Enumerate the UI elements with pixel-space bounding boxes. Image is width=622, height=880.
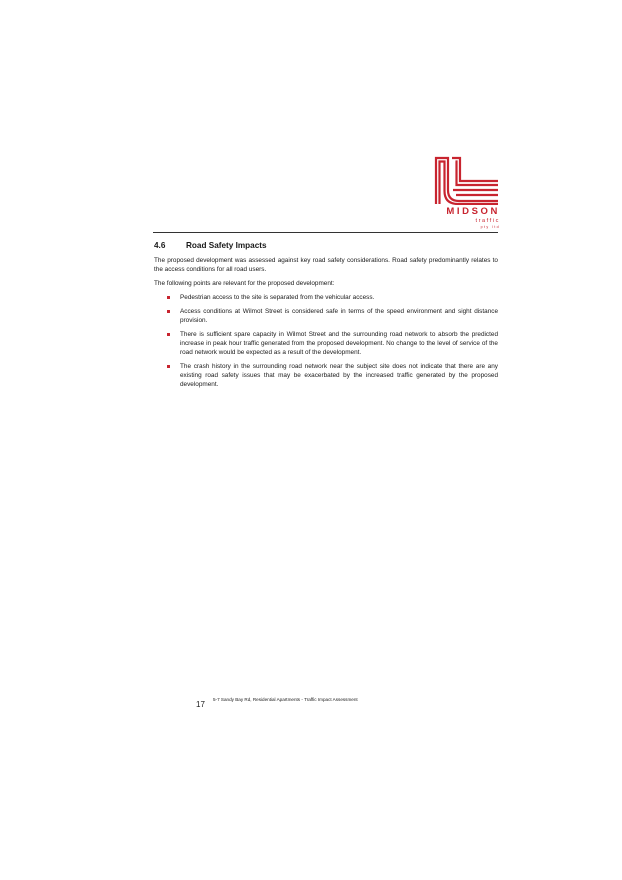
bullet-list bbox=[154, 293, 498, 389]
page-number: 17 bbox=[196, 700, 205, 709]
bullet-square-icon bbox=[167, 296, 170, 299]
list-item bbox=[154, 362, 498, 389]
bullet-square-icon bbox=[167, 365, 170, 368]
company-logo bbox=[434, 155, 500, 235]
intro-paragraph: The proposed development was assessed against key road safety considerations. Road safety predominantly relates to the access conditions for all road users. bbox=[154, 257, 498, 273]
footer-document-title: 5-7 Sandy Bay Rd, Residential Apartments - Traffic Impact Assessment bbox=[213, 697, 358, 702]
logo-subtitle-small: pty ltd bbox=[480, 225, 500, 229]
section-number: 4.6 bbox=[154, 241, 166, 250]
section-title: Road Safety Impacts bbox=[186, 241, 267, 250]
bullet-square-icon bbox=[167, 333, 170, 336]
section-content bbox=[154, 240, 498, 394]
list-item bbox=[154, 293, 498, 302]
logo-mark-icon bbox=[434, 155, 500, 205]
list-item bbox=[154, 307, 498, 325]
bullet-square-icon bbox=[167, 310, 170, 313]
page-footer bbox=[196, 697, 416, 713]
list-item-text: Pedestrian access to the site is separated from the vehicular access. bbox=[180, 294, 375, 301]
list-item-text: Access conditions at Wilmot Street is considered safe in terms of the speed environment and sight distance provision. bbox=[180, 308, 498, 324]
section-heading bbox=[154, 240, 498, 251]
points-lead-paragraph: The following points are relevant for the proposed development: bbox=[154, 280, 335, 287]
header-divider bbox=[153, 232, 498, 233]
logo-subtitle: traffic bbox=[475, 218, 500, 224]
logo-wordmark: MIDSON bbox=[446, 206, 500, 217]
list-item-text: The crash history in the surrounding road network near the subject site does not indicate that there are any existing road safety issues that may be exacerbated by the increased traffic generated by the proposed development. bbox=[180, 363, 498, 388]
list-item-text: There is sufficient spare capacity in Wilmot Street and the surrounding road network to absorb the predicted increase in peak hour traffic generated from the proposed development. No change to the level of service of the road network would be expected as a result of the development. bbox=[180, 331, 498, 356]
list-item bbox=[154, 330, 498, 357]
